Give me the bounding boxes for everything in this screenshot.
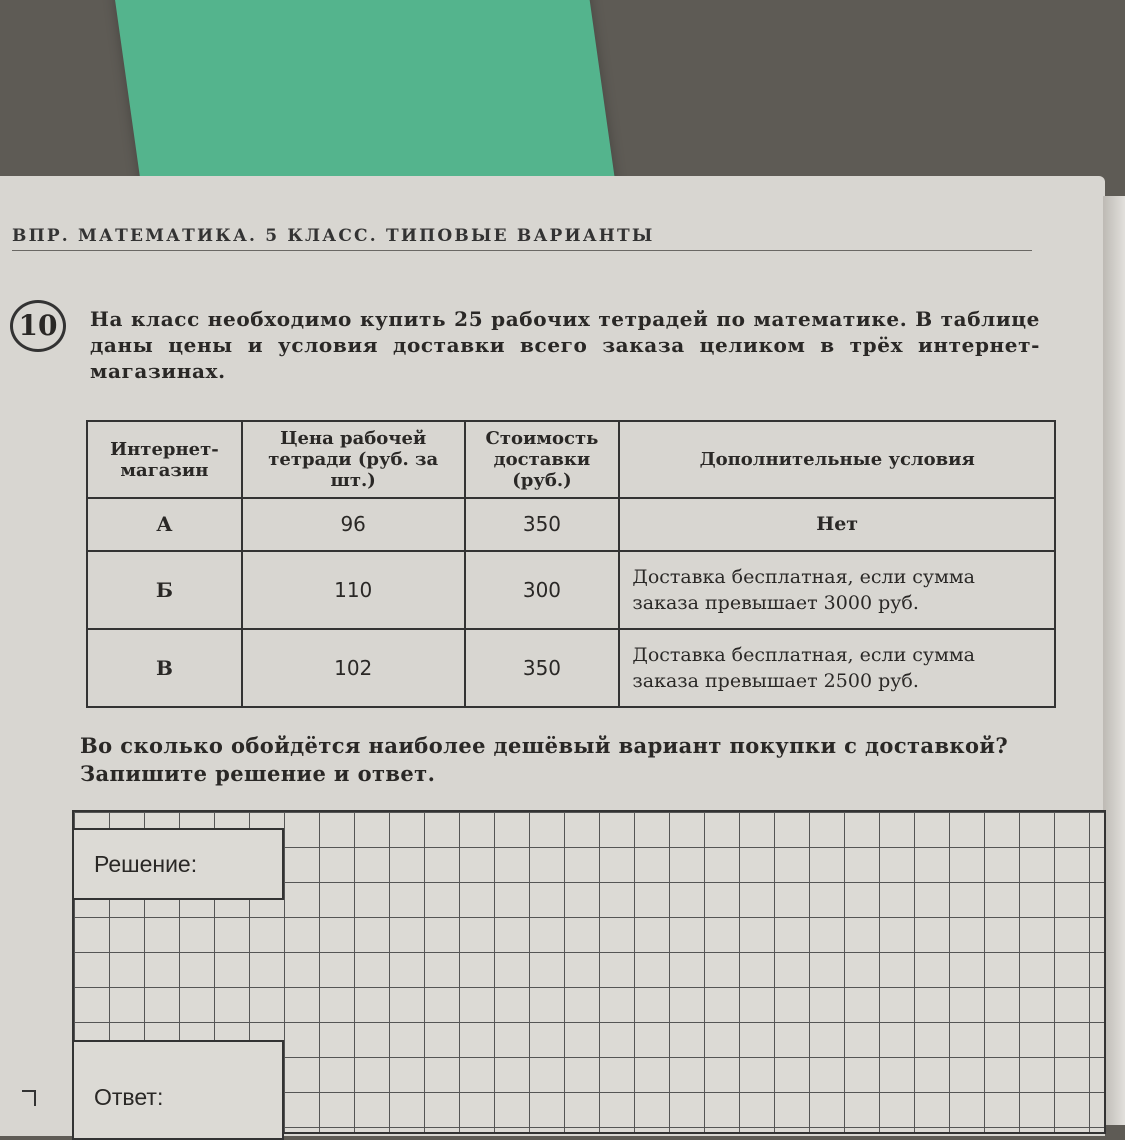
delivery-cell: 350 (465, 629, 620, 707)
page-header: ВПР. МАТЕМАТИКА. 5 КЛАСС. ТИПОВЫЕ ВАРИАНТЫ (12, 226, 1032, 251)
conditions-cell: Нет (619, 498, 1055, 551)
header-shop: Интернет-магазин (87, 421, 242, 498)
header-price: Цена рабочей тетради (руб. за шт.) (242, 421, 465, 498)
table-header-row (87, 421, 1055, 498)
corner-mark-icon (22, 1090, 36, 1106)
page-edge (1103, 196, 1125, 1125)
solution-label: Решение: (72, 828, 284, 900)
price-cell: 96 (242, 498, 465, 551)
price-cell: 110 (242, 551, 465, 629)
conditions-cell: Доставка бесплатная, если сумма заказа превышает 3000 руб. (619, 551, 1055, 629)
header-conditions: Дополнительные условия (619, 421, 1055, 498)
shops-table (86, 420, 1056, 708)
delivery-cell: 300 (465, 551, 620, 629)
delivery-cell: 350 (465, 498, 620, 551)
price-cell: 102 (242, 629, 465, 707)
table-row (87, 629, 1055, 707)
task-number-badge: 10 (10, 300, 66, 352)
shop-cell: Б (87, 551, 242, 629)
shop-cell: В (87, 629, 242, 707)
header-delivery: Стоимость доставки (руб.) (465, 421, 620, 498)
table-row (87, 498, 1055, 551)
answer-label: Ответ: (72, 1040, 284, 1140)
table-row (87, 551, 1055, 629)
shop-cell: А (87, 498, 242, 551)
task-statement: На класс необходимо купить 25 рабочих тетрадей по математике. В таблице даны цены и условия доставки всего заказа целиком в трёх интернет-магазинах. (90, 307, 1040, 383)
conditions-cell: Доставка бесплатная, если сумма заказа превышает 2500 руб. (619, 629, 1055, 707)
question-text: Во сколько обойдётся наиболее дешёвый вариант покупки с доставкой? Запишите решение и ответ. (80, 733, 1009, 786)
